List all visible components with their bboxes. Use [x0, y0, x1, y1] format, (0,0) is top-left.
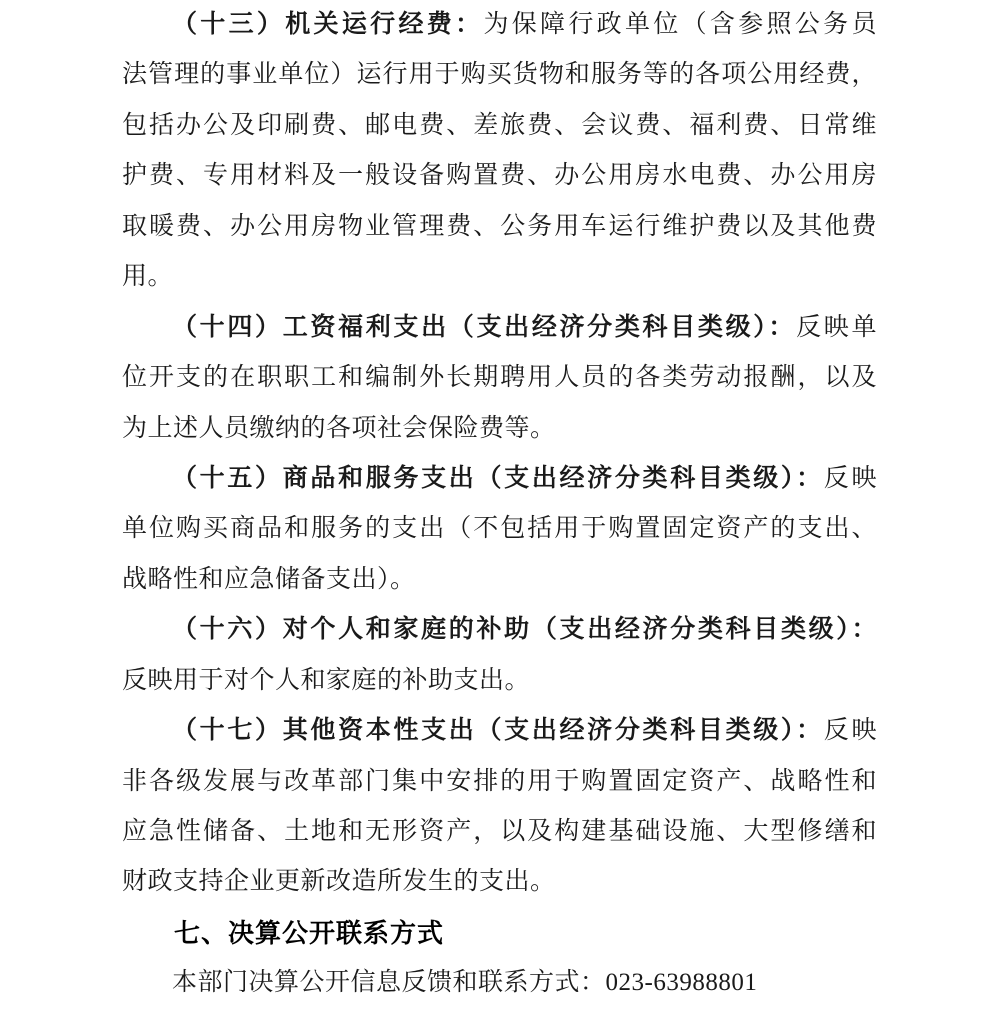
bold-text-segment: 七、决算公开联系方式 [174, 917, 445, 948]
text-segment: 为保障行政单位（含参照公务员 [483, 11, 877, 38]
bold-text-segment: （十七）其他资本性支出（支出经济分类科目类级）： [172, 717, 824, 745]
text-line [122, 656, 877, 706]
text-segment: 为上述人员缴纳的各项社会保险费等。 [122, 414, 556, 442]
text-segment: 包括办公及印刷费、邮电费、差旅费、会议费、福利费、日常维 [122, 111, 877, 139]
bold-text-segment: （十六）对个人和家庭的补助（支出经济分类科目类级）： [172, 616, 877, 644]
text-line [122, 454, 877, 504]
text-segment: 位开支的在职职工和编制外长期聘用人员的各类劳动报酬，以及 [122, 364, 877, 392]
text-line [122, 555, 877, 605]
text-segment: 反映单 [796, 313, 877, 341]
text-line [122, 404, 877, 454]
text-segment: 取暖费、办公用房物业管理费、公务用车运行维护费以及其他费 [122, 212, 877, 240]
text-line [122, 50, 877, 100]
bold-text-segment: （十四）工资福利支出（支出经济分类科目类级）： [172, 313, 797, 341]
text-line [122, 303, 877, 353]
text-segment: 用。 [122, 263, 174, 291]
text-line [122, 958, 877, 1008]
text-line [122, 857, 877, 907]
text-line [122, 202, 877, 252]
text-line [122, 807, 877, 857]
text-segment: 财政支持企业更新改造所发生的支出。 [122, 868, 556, 896]
text-line [122, 757, 877, 807]
text-segment: 护费、专用材料及一般设备购置费、办公用房水电费、办公用房 [122, 162, 877, 190]
text-segment: 法管理的事业单位）运行用于购买货物和服务等的各项公用经费， [122, 61, 877, 89]
text-segment: 反映 [823, 464, 877, 492]
text-line [122, 706, 877, 756]
text-segment: 应急性储备、土地和无形资产，以及构建基础设施、大型修缮和 [122, 818, 877, 845]
bold-text-segment: （十三）机关运行经费： [172, 11, 484, 38]
text-line [122, 504, 877, 554]
document-text [122, 0, 877, 1009]
text-segment: 非各级发展与改革部门集中安排的用于购置固定资产、战略性和 [122, 767, 877, 795]
text-segment: 本部门决算公开信息反馈和联系方式：023-63988801 [172, 969, 758, 997]
text-line [122, 101, 877, 151]
text-segment: 战略性和应急储备支出）。 [122, 565, 416, 593]
text-line [122, 252, 877, 302]
text-segment: 反映用于对个人和家庭的补助支出。 [122, 666, 531, 694]
text-line [122, 0, 877, 50]
text-segment: 反映 [823, 717, 877, 745]
section-heading [122, 908, 877, 958]
text-line [122, 151, 877, 201]
text-segment: 单位购买商品和服务的支出（不包括用于购置固定资产的支出、 [122, 515, 877, 543]
text-line [122, 605, 877, 655]
bold-text-segment: （十五）商品和服务支出（支出经济分类科目类级）： [172, 464, 824, 492]
text-line [122, 353, 877, 403]
